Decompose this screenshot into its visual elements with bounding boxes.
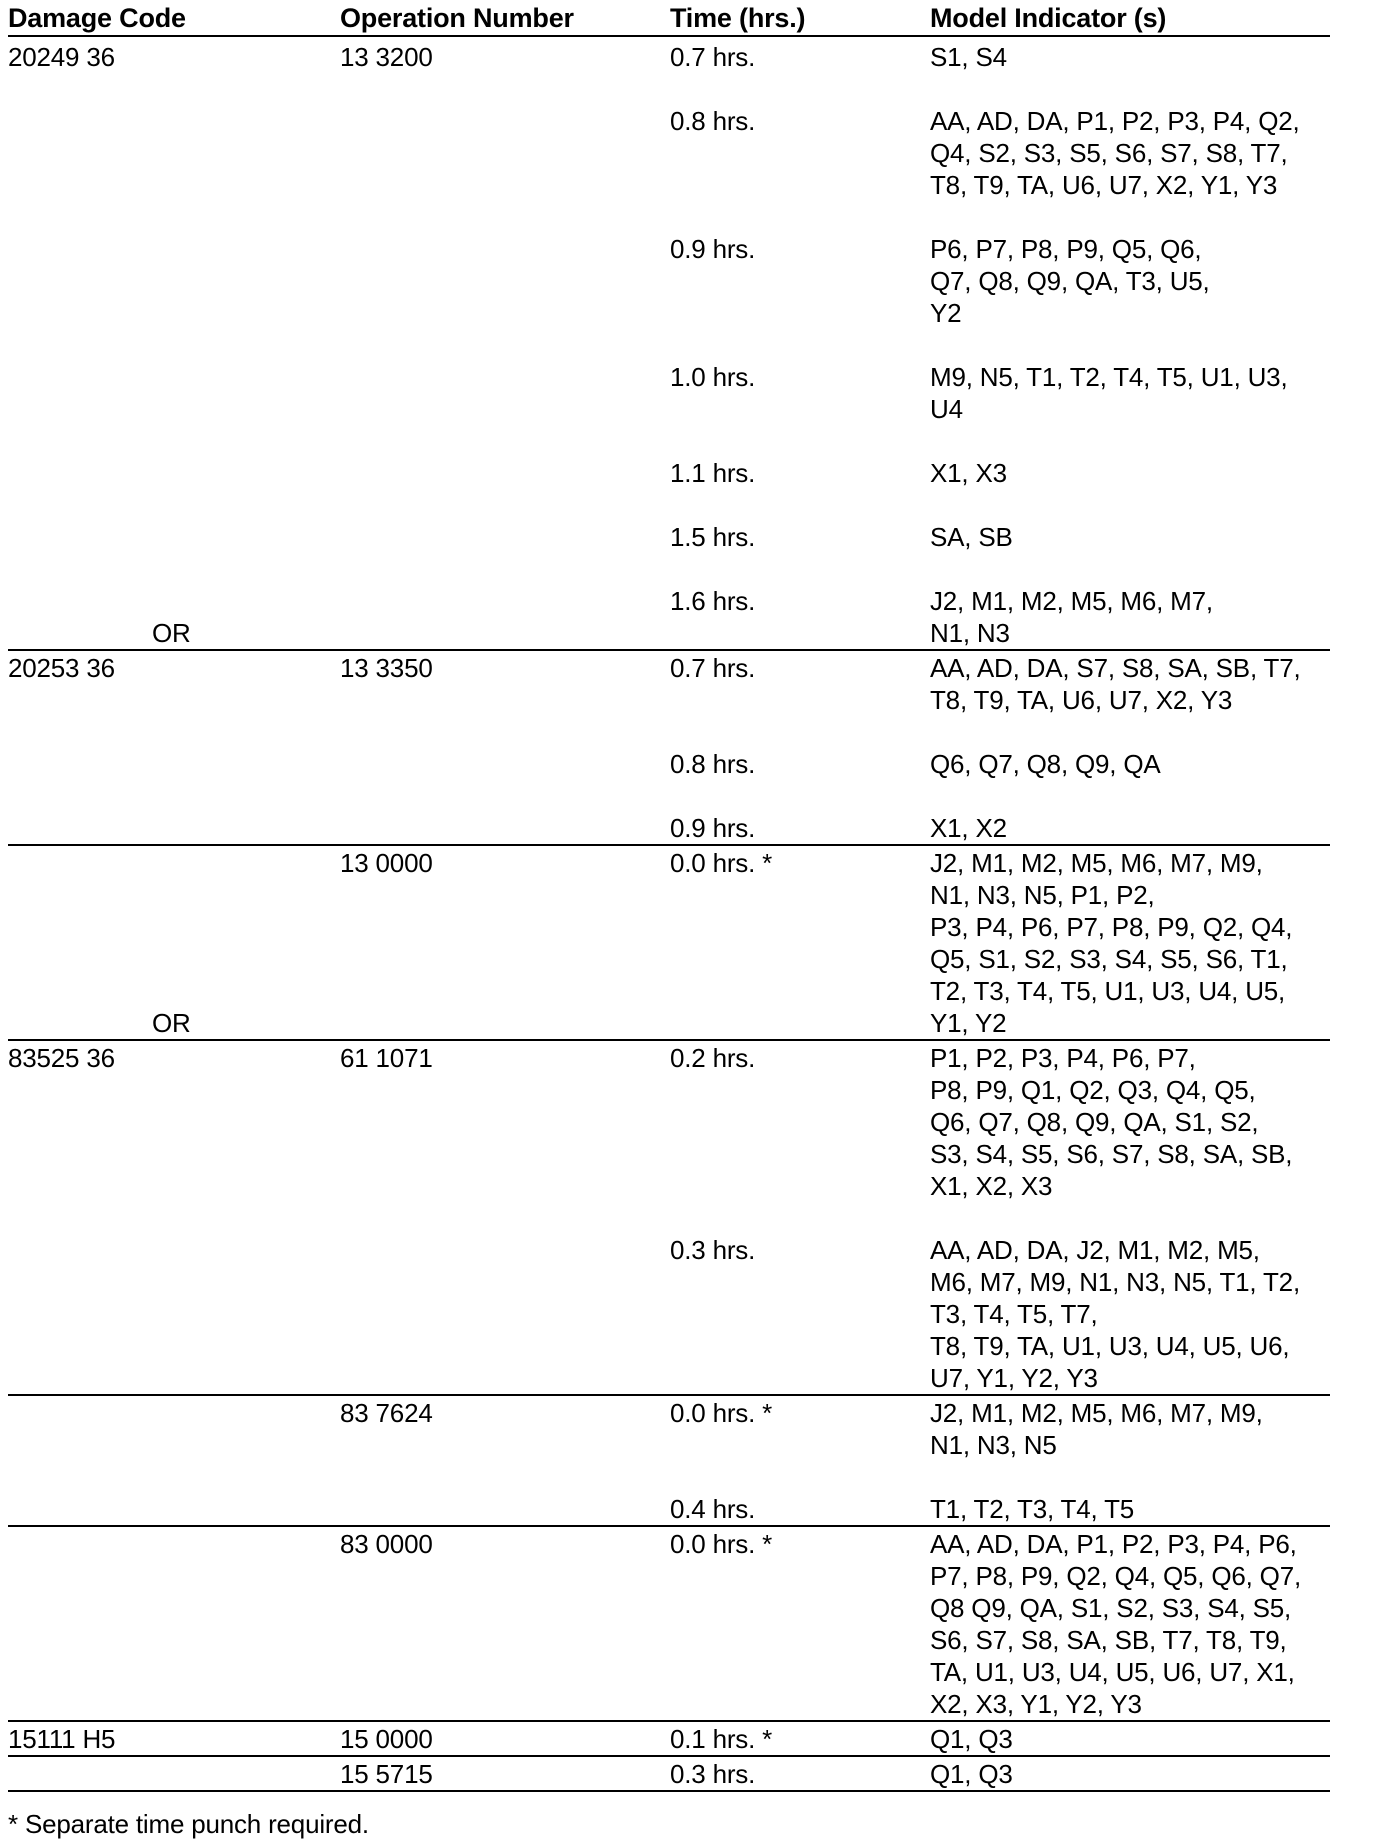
model-indicators: N1, N3 bbox=[930, 618, 1010, 648]
row-separator bbox=[8, 844, 1330, 846]
model-indicators: N1, N3, N5, P1, P2, bbox=[930, 880, 1155, 910]
model-indicators: P7, P8, P9, Q2, Q4, Q5, Q6, Q7, bbox=[930, 1561, 1301, 1591]
model-indicators: Q8 Q9, QA, S1, S2, S3, S4, S5, bbox=[930, 1593, 1292, 1623]
time-value: 0.8 hrs. bbox=[670, 106, 756, 136]
time-value: 0.9 hrs. bbox=[670, 813, 756, 843]
model-indicators: S1, S4 bbox=[930, 42, 1007, 72]
damage-code: 20249 36 bbox=[8, 42, 115, 72]
model-indicators: T8, T9, TA, U6, U7, X2, Y1, Y3 bbox=[930, 170, 1278, 200]
footnote: * Separate time punch required. bbox=[8, 1809, 369, 1839]
model-indicators: T3, T4, T5, T7, bbox=[930, 1299, 1098, 1329]
model-indicators: P6, P7, P8, P9, Q5, Q6, bbox=[930, 234, 1202, 264]
model-indicators: Y2 bbox=[930, 298, 962, 328]
model-indicators: Q1, Q3 bbox=[930, 1759, 1013, 1789]
row-separator bbox=[8, 1720, 1330, 1722]
header-rule bbox=[8, 35, 1330, 37]
time-value: 1.5 hrs. bbox=[670, 522, 756, 552]
time-value: 1.0 hrs. bbox=[670, 362, 756, 392]
model-indicators: Q4, S2, S3, S5, S6, S7, S8, T7, bbox=[930, 138, 1288, 168]
model-indicators: AA, AD, DA, P1, P2, P3, P4, Q2, bbox=[930, 106, 1300, 136]
model-indicators: P8, P9, Q1, Q2, Q3, Q4, Q5, bbox=[930, 1075, 1256, 1105]
operation-number: 61 1071 bbox=[340, 1043, 433, 1073]
model-indicators: P1, P2, P3, P4, P6, P7, bbox=[930, 1043, 1196, 1073]
time-value: 0.8 hrs. bbox=[670, 749, 756, 779]
model-indicators: X1, X3 bbox=[930, 458, 1007, 488]
model-indicators: AA, AD, DA, S7, S8, SA, SB, T7, bbox=[930, 653, 1301, 683]
model-indicators: M9, N5, T1, T2, T4, T5, U1, U3, bbox=[930, 362, 1288, 392]
model-indicators: S6, S7, S8, SA, SB, T7, T8, T9, bbox=[930, 1625, 1287, 1655]
operation-number: 83 0000 bbox=[340, 1529, 433, 1559]
operation-number: 13 3350 bbox=[340, 653, 433, 683]
model-indicators: J2, M1, M2, M5, M6, M7, M9, bbox=[930, 1398, 1263, 1428]
model-indicators: Q6, Q7, Q8, Q9, QA bbox=[930, 749, 1161, 779]
time-value: 0.0 hrs. * bbox=[670, 848, 773, 878]
header-operation-number: Operation Number bbox=[340, 3, 574, 33]
model-indicators: AA, AD, DA, P1, P2, P3, P4, P6, bbox=[930, 1529, 1297, 1559]
operation-number: 83 7624 bbox=[340, 1398, 433, 1428]
row-separator bbox=[8, 1755, 1330, 1757]
time-value: 0.9 hrs. bbox=[670, 234, 756, 264]
damage-code: 83525 36 bbox=[8, 1043, 115, 1073]
model-indicators: T2, T3, T4, T5, U1, U3, U4, U5, bbox=[930, 976, 1286, 1006]
damage-code: 15111 H5 bbox=[8, 1724, 116, 1754]
damage-code: 20253 36 bbox=[8, 653, 115, 683]
time-value: 1.6 hrs. bbox=[670, 586, 756, 616]
time-value: 0.3 hrs. bbox=[670, 1759, 756, 1789]
time-value: 0.7 hrs. bbox=[670, 42, 756, 72]
model-indicators: M6, M7, M9, N1, N3, N5, T1, T2, bbox=[930, 1267, 1300, 1297]
or-label: OR bbox=[152, 618, 191, 648]
or-label: OR bbox=[152, 1008, 191, 1038]
time-value: 0.4 hrs. bbox=[670, 1494, 756, 1524]
model-indicators: TA, U1, U3, U4, U5, U6, U7, X1, bbox=[930, 1657, 1295, 1687]
model-indicators: S3, S4, S5, S6, S7, S8, SA, SB, bbox=[930, 1139, 1293, 1169]
model-indicators: X2, X3, Y1, Y2, Y3 bbox=[930, 1689, 1142, 1719]
header-damage-code: Damage Code bbox=[8, 3, 186, 33]
model-indicators: J2, M1, M2, M5, M6, M7, M9, bbox=[930, 848, 1263, 878]
model-indicators: U4 bbox=[930, 394, 963, 424]
time-value: 1.1 hrs. bbox=[670, 458, 756, 488]
model-indicators: T8, T9, TA, U1, U3, U4, U5, U6, bbox=[930, 1331, 1290, 1361]
time-value: 0.2 hrs. bbox=[670, 1043, 756, 1073]
operation-number: 15 0000 bbox=[340, 1724, 433, 1754]
model-indicators: Q7, Q8, Q9, QA, T3, U5, bbox=[930, 266, 1210, 296]
model-indicators: N1, N3, N5 bbox=[930, 1430, 1057, 1460]
row-separator bbox=[8, 1394, 1330, 1396]
row-separator bbox=[8, 1039, 1330, 1041]
operation-number: 13 0000 bbox=[340, 848, 433, 878]
time-value: 0.0 hrs. * bbox=[670, 1529, 773, 1559]
time-value: 0.0 hrs. * bbox=[670, 1398, 773, 1428]
model-indicators: X1, X2, X3 bbox=[930, 1171, 1053, 1201]
time-value: 0.1 hrs. * bbox=[670, 1724, 773, 1754]
model-indicators: AA, AD, DA, J2, M1, M2, M5, bbox=[930, 1235, 1260, 1265]
operation-number: 13 3200 bbox=[340, 42, 433, 72]
model-indicators: Q5, S1, S2, S3, S4, S5, S6, T1, bbox=[930, 944, 1288, 974]
model-indicators: J2, M1, M2, M5, M6, M7, bbox=[930, 586, 1213, 616]
model-indicators: T1, T2, T3, T4, T5 bbox=[930, 1494, 1135, 1524]
operation-number: 15 5715 bbox=[340, 1759, 433, 1789]
row-separator bbox=[8, 1790, 1330, 1792]
model-indicators: Q1, Q3 bbox=[930, 1724, 1013, 1754]
model-indicators: U7, Y1, Y2, Y3 bbox=[930, 1363, 1098, 1393]
header-model-indicator: Model Indicator (s) bbox=[930, 3, 1167, 33]
model-indicators: P3, P4, P6, P7, P8, P9, Q2, Q4, bbox=[930, 912, 1293, 942]
header-time: Time (hrs.) bbox=[670, 3, 806, 33]
row-separator bbox=[8, 649, 1330, 651]
row-separator bbox=[8, 1525, 1330, 1527]
model-indicators: Q6, Q7, Q8, Q9, QA, S1, S2, bbox=[930, 1107, 1259, 1137]
model-indicators: X1, X2 bbox=[930, 813, 1007, 843]
model-indicators: T8, T9, TA, U6, U7, X2, Y3 bbox=[930, 685, 1233, 715]
model-indicators: SA, SB bbox=[930, 522, 1013, 552]
time-value: 0.7 hrs. bbox=[670, 653, 756, 683]
time-value: 0.3 hrs. bbox=[670, 1235, 756, 1265]
model-indicators: Y1, Y2 bbox=[930, 1008, 1007, 1038]
